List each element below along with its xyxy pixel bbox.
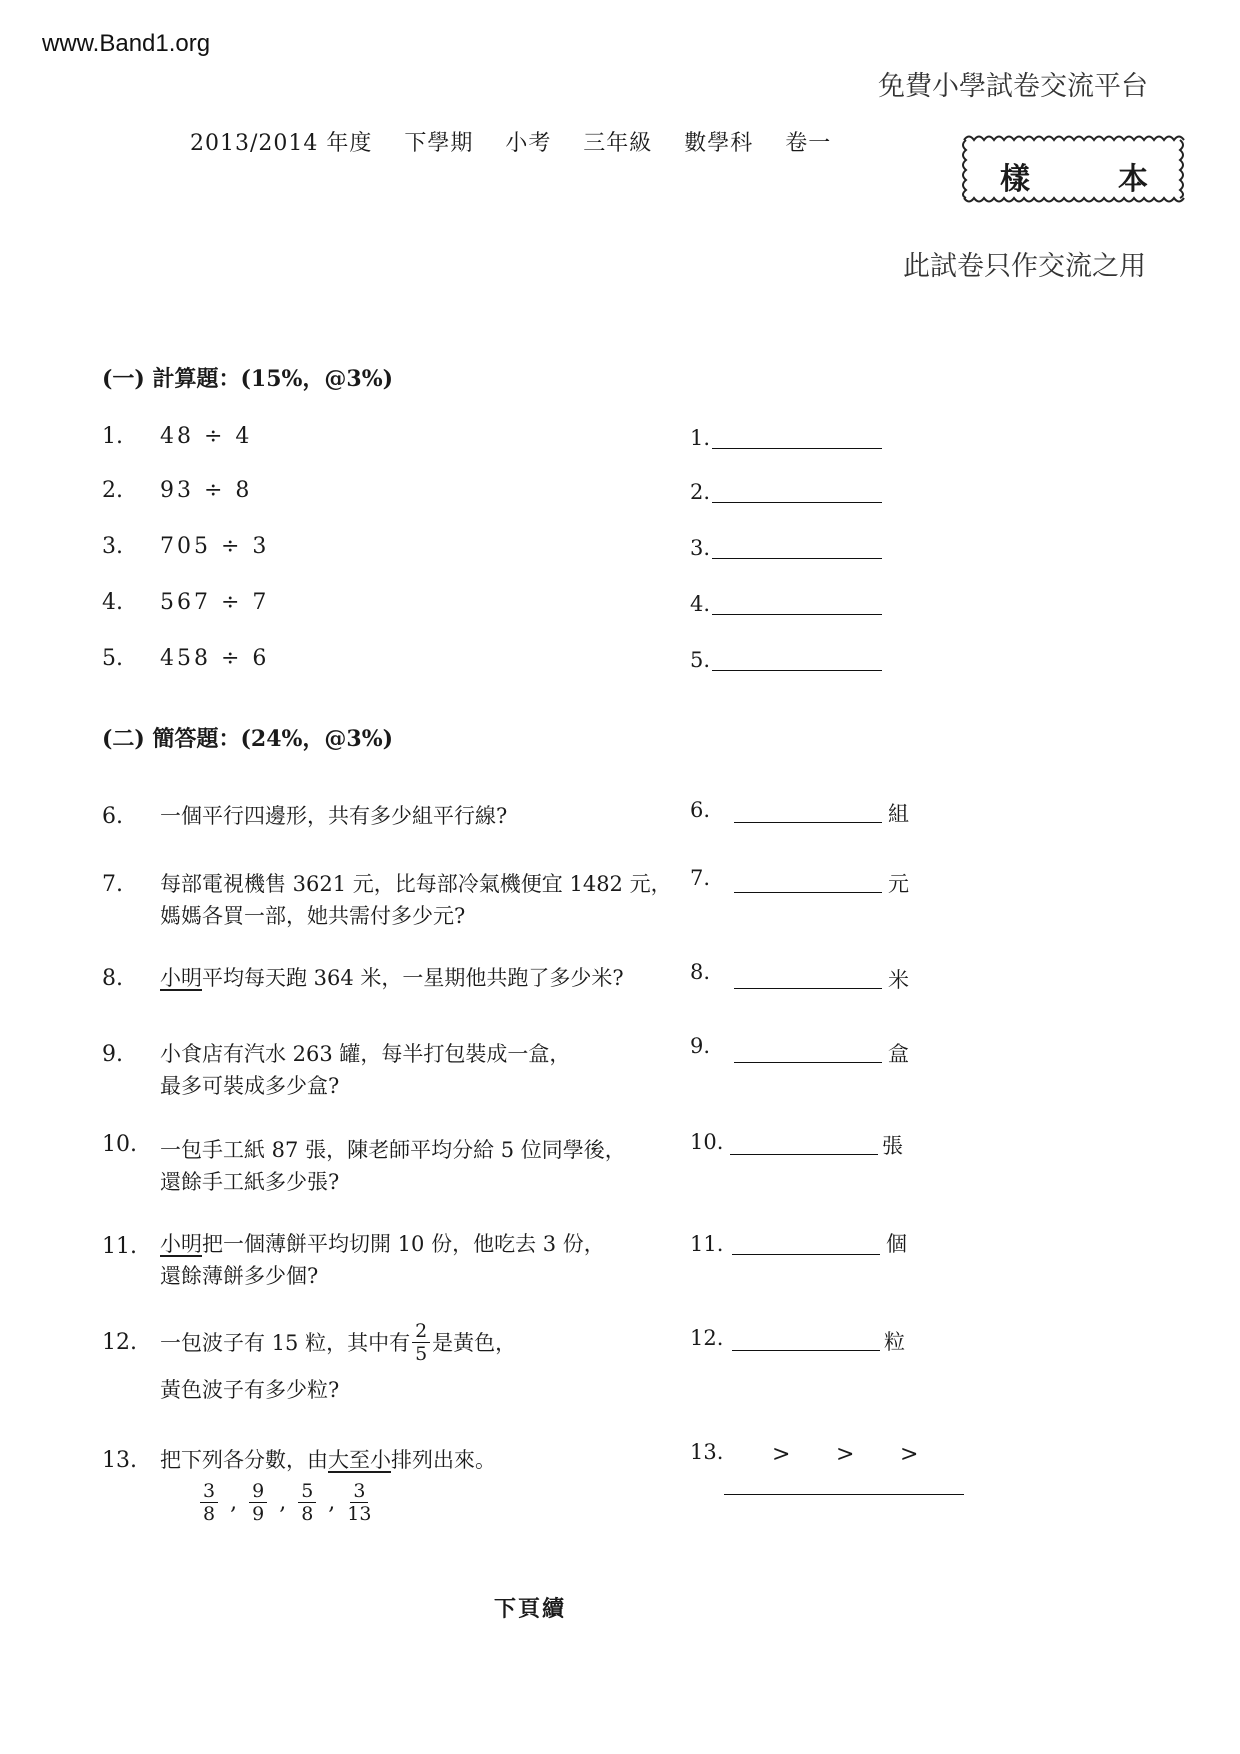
question-text-part-2: 是黃色， bbox=[432, 1330, 517, 1355]
answer-number: 7. bbox=[690, 866, 711, 890]
question-text bbox=[160, 1444, 496, 1476]
exam-title: 2013/2014 年度 下學期 小考 三年級 數學科 卷一 bbox=[190, 131, 832, 156]
question-text-line-1: 一包手工紙 87 張，陳老師平均分給 5 位同學後， bbox=[160, 1138, 626, 1162]
question-text-line-2: 最多可裝成多少盒? bbox=[160, 1074, 340, 1098]
question-expression: 93 ÷ 8 bbox=[160, 478, 253, 503]
fraction-separator: , bbox=[328, 1490, 336, 1515]
answer-line[interactable] bbox=[724, 1494, 964, 1495]
fraction-denominator: 5 bbox=[415, 1343, 428, 1365]
student-name: 小明 bbox=[160, 966, 202, 990]
fraction-separator: , bbox=[279, 1490, 287, 1515]
site-url: www.Band1.org bbox=[42, 30, 211, 57]
question-expression: 48 ÷ 4 bbox=[160, 424, 253, 449]
fraction-numerator: 5 bbox=[298, 1480, 316, 1503]
answer-number: 2. bbox=[690, 480, 711, 504]
answer-line[interactable] bbox=[730, 1154, 878, 1155]
order-emphasis: 大至小 bbox=[328, 1448, 391, 1472]
question-number: 3. bbox=[102, 534, 123, 559]
question-text-line-1 bbox=[160, 1228, 605, 1260]
fraction-denominator: 8 bbox=[301, 1503, 314, 1525]
answer-line[interactable] bbox=[712, 502, 882, 503]
answer-line[interactable] bbox=[712, 558, 882, 559]
greater-than-sign-1: > bbox=[772, 1442, 791, 1467]
answer-line[interactable] bbox=[734, 1062, 882, 1063]
fraction-denominator: 9 bbox=[252, 1503, 265, 1525]
answer-line[interactable] bbox=[734, 892, 882, 893]
answer-unit: 元 bbox=[888, 872, 909, 896]
question-number: 7. bbox=[102, 872, 123, 897]
question-number: 2. bbox=[102, 478, 123, 503]
question-number: 11. bbox=[102, 1234, 137, 1259]
answer-number: 10. bbox=[690, 1130, 724, 1154]
question-text bbox=[160, 962, 624, 994]
answer-unit: 粒 bbox=[884, 1330, 905, 1354]
fraction-separator: , bbox=[230, 1490, 238, 1515]
answer-number: 5. bbox=[690, 648, 711, 672]
question-text-line-2: 還餘薄餅多少個? bbox=[160, 1264, 319, 1288]
fraction-item bbox=[200, 1480, 218, 1525]
stamp-char-right: 本 bbox=[1118, 162, 1148, 197]
answer-number: 1. bbox=[690, 426, 711, 450]
fraction-denominator: 13 bbox=[347, 1503, 372, 1525]
answer-number: 12. bbox=[690, 1326, 724, 1350]
fraction-denominator: 8 bbox=[203, 1503, 216, 1525]
platform-title: 免費小學試卷交流平台 bbox=[878, 71, 1148, 102]
question-expression: 567 ÷ 7 bbox=[160, 590, 270, 615]
fraction-list bbox=[198, 1480, 373, 1525]
answer-line[interactable] bbox=[712, 670, 882, 671]
answer-unit: 張 bbox=[882, 1134, 903, 1158]
sample-stamp-frame bbox=[960, 132, 1186, 206]
answer-line[interactable] bbox=[732, 1254, 880, 1255]
fraction-item bbox=[249, 1480, 267, 1525]
question-number: 10. bbox=[102, 1132, 137, 1157]
question-text: 一個平行四邊形，共有多少組平行線? bbox=[160, 804, 508, 828]
question-number: 1. bbox=[102, 424, 123, 449]
question-number: 13. bbox=[102, 1448, 137, 1473]
answer-unit: 米 bbox=[888, 968, 909, 992]
question-text-line-2: 媽媽各買一部，她共需付多少元? bbox=[160, 904, 466, 928]
continue-next-page: 下頁續 bbox=[494, 1596, 567, 1622]
answer-number: 13. bbox=[690, 1440, 724, 1464]
answer-unit: 組 bbox=[888, 802, 909, 826]
answer-number: 8. bbox=[690, 960, 711, 984]
answer-line[interactable] bbox=[712, 614, 882, 615]
question-number: 12. bbox=[102, 1330, 137, 1355]
answer-line[interactable] bbox=[734, 822, 882, 823]
question-text-line-1 bbox=[160, 1320, 516, 1365]
student-name: 小明 bbox=[160, 1232, 202, 1256]
fraction-item bbox=[347, 1480, 371, 1525]
answer-line[interactable] bbox=[712, 448, 882, 449]
question-number: 5. bbox=[102, 646, 123, 671]
fraction-numerator: 3 bbox=[200, 1480, 218, 1503]
answer-unit: 個 bbox=[886, 1232, 907, 1256]
fraction-numerator: 9 bbox=[249, 1480, 267, 1503]
fraction-numerator: 2 bbox=[412, 1320, 430, 1343]
fraction-item bbox=[298, 1480, 316, 1525]
question-text-line-2: 黃色波子有多少粒? bbox=[160, 1378, 340, 1402]
answer-number: 3. bbox=[690, 536, 711, 560]
answer-number: 11. bbox=[690, 1232, 724, 1256]
answer-number: 4. bbox=[690, 592, 711, 616]
section-1-heading: (一) 計算題：(15%，@3%) bbox=[102, 366, 394, 392]
question-expression: 705 ÷ 3 bbox=[160, 534, 270, 559]
section-2-heading: (二) 簡答題：(24%，@3%) bbox=[102, 726, 394, 752]
question-text-body: 平均每天跑 364 米，一星期他共跑了多少米? bbox=[202, 966, 624, 990]
stamp-char-left: 樣 bbox=[1000, 162, 1030, 197]
question-text-part-1: 一包波子有 15 粒，其中有 bbox=[160, 1330, 411, 1355]
fraction-numerator: 3 bbox=[350, 1480, 368, 1503]
question-text-line-1: 小食店有汽水 263 罐，每半打包裝成一盒， bbox=[160, 1042, 571, 1066]
answer-number: 6. bbox=[690, 798, 711, 822]
question-text-part-1: 把下列各分數，由 bbox=[160, 1448, 328, 1472]
question-number: 9. bbox=[102, 1042, 123, 1067]
question-number: 4. bbox=[102, 590, 123, 615]
question-expression: 458 ÷ 6 bbox=[160, 646, 270, 671]
fraction-two-fifths bbox=[412, 1320, 430, 1365]
greater-than-sign-2: > bbox=[836, 1442, 855, 1467]
question-text-line-1: 每部電視機售 3621 元，比每部冷氣機便宜 1482 元， bbox=[160, 872, 672, 896]
answer-unit: 盒 bbox=[888, 1042, 909, 1066]
question-number: 6. bbox=[102, 804, 123, 829]
question-text-line-2: 還餘手工紙多少張? bbox=[160, 1170, 340, 1194]
question-text-body: 把一個薄餅平均切開 10 份，他吃去 3 份， bbox=[202, 1232, 605, 1256]
answer-line[interactable] bbox=[732, 1350, 880, 1351]
answer-line[interactable] bbox=[734, 988, 882, 989]
greater-than-sign-3: > bbox=[900, 1442, 919, 1467]
question-number: 8. bbox=[102, 966, 123, 991]
question-text-part-2: 排列出來。 bbox=[391, 1448, 496, 1472]
answer-number: 9. bbox=[690, 1034, 711, 1058]
exchange-note: 此試卷只作交流之用 bbox=[903, 251, 1146, 282]
